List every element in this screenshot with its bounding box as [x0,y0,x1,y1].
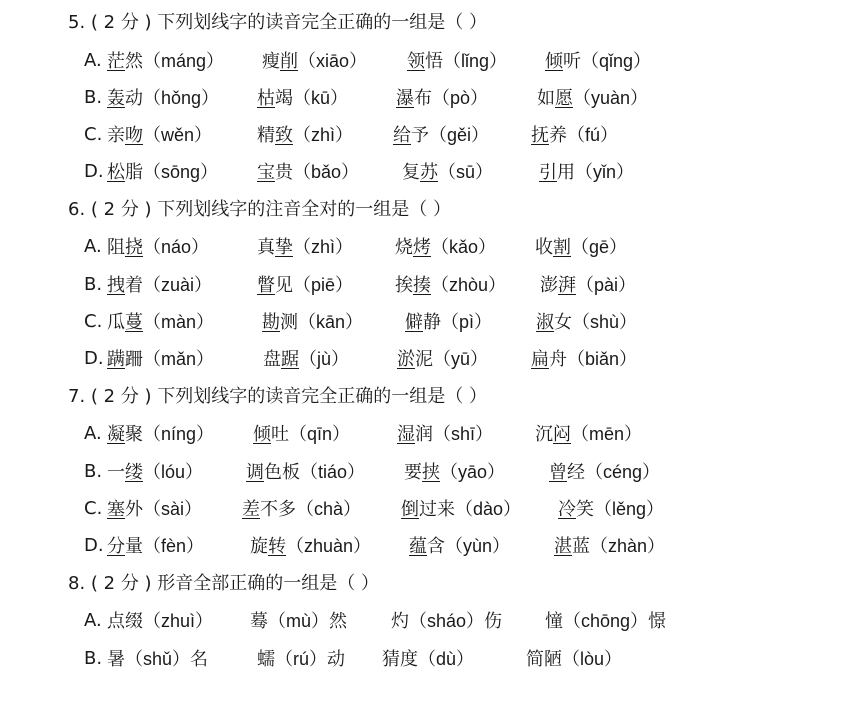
option-item: 瀑布（pò） [396,88,489,109]
option-item: 僻静（pì） [405,312,493,333]
question-7-option-b [0,457,841,487]
option-item: 要挟（yāo） [404,462,506,483]
question-title: 6. ( 2 分 ) 下列划线字的注音全对的一组是（ ） [68,199,451,220]
question-6-option-c [0,307,841,337]
option-item: 瘦削（xiāo） [262,51,368,72]
option-item: 枯竭（kū） [257,88,349,109]
option-item: 勘测（kān） [262,312,364,333]
option-label: D. [84,161,104,182]
option-item: 扁舟（biǎn） [531,349,638,370]
question-7-option-a [0,419,841,449]
option-item: 调色板（tiáo） [246,462,366,483]
option-label: B. [84,461,103,482]
option-item: 简陋（lòu） [526,649,623,670]
option-item: 领悟（lǐng） [407,51,508,72]
option-item: 一缕（lóu） [107,462,204,483]
question-7-option-d [0,531,841,561]
option-item: 收割（gē） [535,237,628,258]
option-item: 阻挠（náo） [107,237,210,258]
question-8-option-b [0,644,841,674]
option-item: 瓜蔓（màn） [107,312,215,333]
question-5-option-b [0,83,841,113]
option-item: 淑女（shù） [536,312,638,333]
option-item: 湿润（shī） [397,424,494,445]
option-item: 澎湃（pài） [540,275,637,296]
option-label: D. [84,535,104,556]
question-5-option-d [0,157,841,187]
option-item: 点缀（zhuì） [107,611,214,632]
option-item: 淤泥（yū） [397,349,489,370]
option-item: 冷笑（lěng） [558,499,665,520]
option-item: 蹒跚（mǎn） [107,349,215,370]
option-item: 松脂（sōng） [107,162,219,183]
option-item: 抚养（fú） [531,125,619,146]
question-5-title-row [0,8,841,38]
option-item: 猜度（dù） [382,649,475,670]
option-item: 真挚（zhì） [257,237,354,258]
option-label: A. [84,610,102,631]
option-item: 塞外（sài） [107,499,203,520]
option-item: 蓦（mù）然 [250,611,348,632]
question-6-title-row [0,195,841,225]
option-item: 倒过来（dào） [401,499,522,520]
option-item: 引用（yǐn） [539,162,635,183]
option-item: 湛蓝（zhàn） [554,536,666,557]
option-item: 沉闷（mēn） [535,424,643,445]
option-item: 拽着（zuài） [107,275,213,296]
option-label: C. [84,311,103,332]
question-6-option-d [0,344,841,374]
option-label: A. [84,50,102,71]
option-item: 如愿（yuàn） [537,88,649,109]
option-item: 复苏（sū） [402,162,494,183]
option-label: C. [84,124,103,145]
option-label: B. [84,648,103,669]
option-item: 瞥见（piē） [257,275,354,296]
option-item: 旋转（zhuàn） [250,536,372,557]
question-7-title-row [0,382,841,412]
question-7-option-c [0,494,841,524]
option-label: A. [84,236,102,257]
option-label: A. [84,423,102,444]
question-6-option-a [0,232,841,262]
question-8-option-a [0,606,841,636]
question-title: 7. ( 2 分 ) 下列划线字的读音完全正确的一组是（ ） [68,386,487,407]
option-item: 蕴含（yùn） [409,536,511,557]
option-item: 轰动（hǒng） [107,88,220,109]
option-item: 灼（sháo）伤 [391,611,503,632]
question-8-title-row [0,569,841,599]
option-label: D. [84,348,104,369]
option-item: 盘踞（jù） [263,349,350,370]
question-5-option-a [0,46,841,76]
option-item: 蠕（rú）动 [257,649,346,670]
option-item: 暑（shǔ）名 [107,649,209,670]
option-label: C. [84,498,103,519]
option-item: 亲吻（wěn） [107,125,213,146]
option-item: 差不多（chà） [242,499,362,520]
option-item: 挨揍（zhòu） [395,275,507,296]
option-item: 给予（gěi） [393,125,490,146]
option-item: 宝贵（bǎo） [257,162,360,183]
question-6-option-b [0,270,841,300]
option-item: 精致（zhì） [257,125,354,146]
question-title: 8. ( 2 分 ) 形音全部正确的一组是（ ） [68,573,379,594]
option-item: 倾听（qǐng） [545,51,652,72]
question-5-option-c [0,120,841,150]
option-label: B. [84,87,103,108]
option-item: 分量（fèn） [107,536,205,557]
option-item: 倾吐（qīn） [253,424,351,445]
question-title: 5. ( 2 分 ) 下列划线字的读音完全正确的一组是（ ） [68,12,487,33]
option-item: 茫然（máng） [107,51,225,72]
option-item: 曾经（céng） [549,462,661,483]
option-item: 憧（chōng）憬 [545,611,667,632]
option-item: 凝聚（níng） [107,424,215,445]
option-label: B. [84,274,103,295]
option-item: 烧烤（kǎo） [395,237,497,258]
